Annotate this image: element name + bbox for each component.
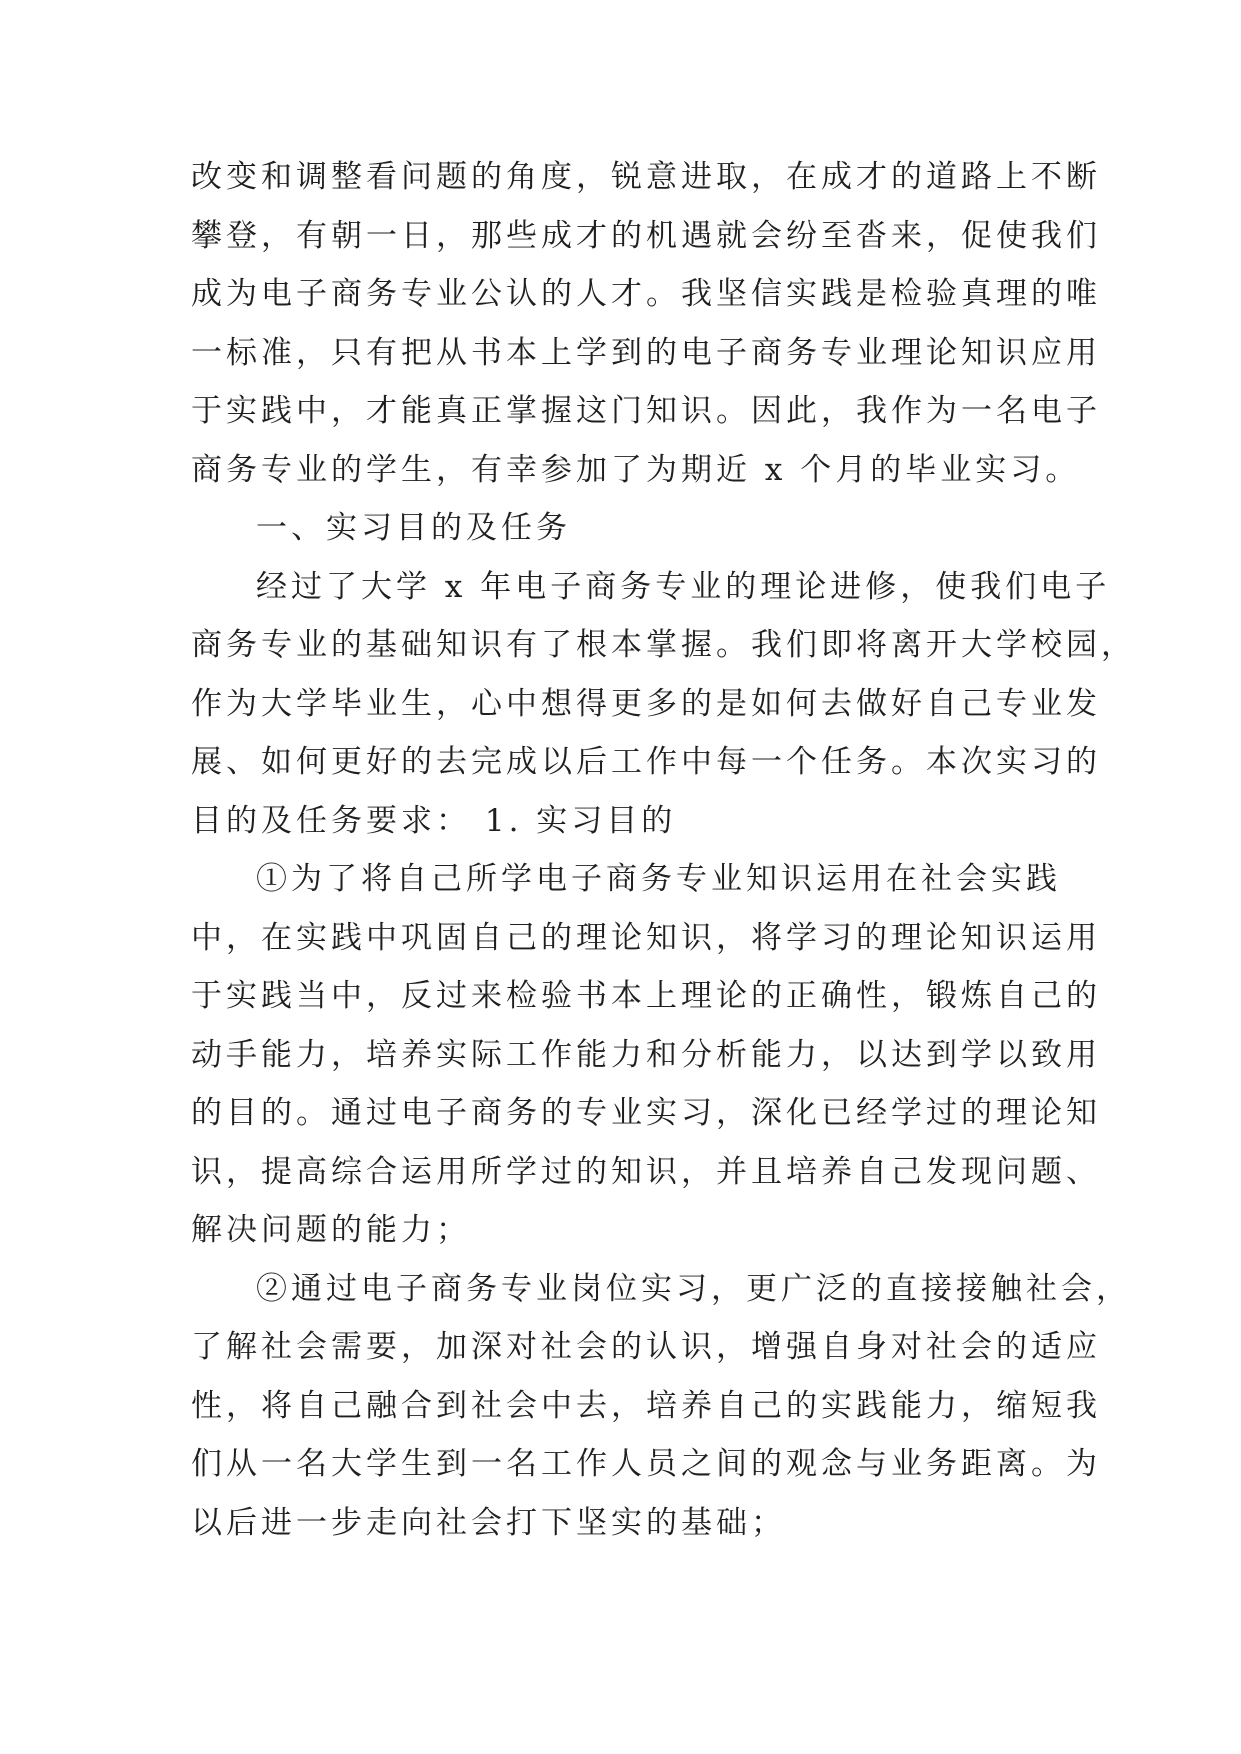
text-line: 商务专业的基础知识有了根本掌握。我们即将离开大学校园， (191, 627, 1136, 663)
text-line: 展、如何更好的去完成以后工作中每一个任务。本次实习的 (191, 744, 1101, 780)
text-line: 攀登，有朝一日，那些成才的机遇就会纷至沓来，促使我们 (191, 217, 1101, 254)
text-line: 解决问题的能力； (191, 1212, 471, 1248)
text-line: 目的及任务要求： 1. 实习目的 (191, 802, 677, 839)
text-line: 于实践中，才能真正掌握这门知识。因此，我作为一名电子 (191, 393, 1101, 429)
text-line: 了解社会需要，加深对社会的认识，增强自身对社会的适应 (191, 1329, 1101, 1365)
text-line: 成为电子商务专业公认的人才。我坚信实践是检验真理的唯 (191, 276, 1101, 312)
text-line: 性，将自己融合到社会中去，培养自己的实践能力，缩短我 (191, 1387, 1101, 1424)
text-line: 于实践当中，反过来检验书本上理论的正确性，锻炼自己的 (191, 978, 1101, 1014)
text-line: 们从一名大学生到一名工作人员之间的观念与业务距离。为 (191, 1446, 1101, 1482)
text-line: 作为大学毕业生，心中想得更多的是如何去做好自己专业发 (191, 685, 1101, 722)
text-line: 以后进一步走向社会打下坚实的基础； (191, 1504, 786, 1541)
text-line: 商务专业的学生，有幸参加了为期近 x 个月的毕业实习。 (191, 451, 1081, 488)
text-line: 改变和调整看问题的角度，锐意进取，在成才的道路上不断 (191, 159, 1101, 195)
text-line: 一标准，只有把从书本上学到的电子商务专业理论知识应用 (191, 334, 1101, 371)
text-line: ②通过电子商务专业岗位实习，更广泛的直接接触社会， (256, 1270, 1131, 1307)
document-body (191, 148, 1136, 1552)
text-line: 的目的。通过电子商务的专业实习，深化已经学过的理论知 (191, 1095, 1101, 1131)
text-line: ①为了将自己所学电子商务专业知识运用在社会实践 (256, 861, 1061, 897)
section-heading: 一、实习目的及任务 (256, 510, 571, 546)
text-line: 动手能力，培养实际工作能力和分析能力，以达到学以致用 (191, 1036, 1101, 1073)
text-line: 经过了大学 x 年电子商务专业的理论进修，使我们电子 (256, 568, 1111, 605)
text-line: 中，在实践中巩固自己的理论知识，将学习的理论知识运用 (191, 919, 1101, 956)
text-line: 识，提高综合运用所学过的知识，并且培养自己发现问题、 (191, 1153, 1101, 1190)
